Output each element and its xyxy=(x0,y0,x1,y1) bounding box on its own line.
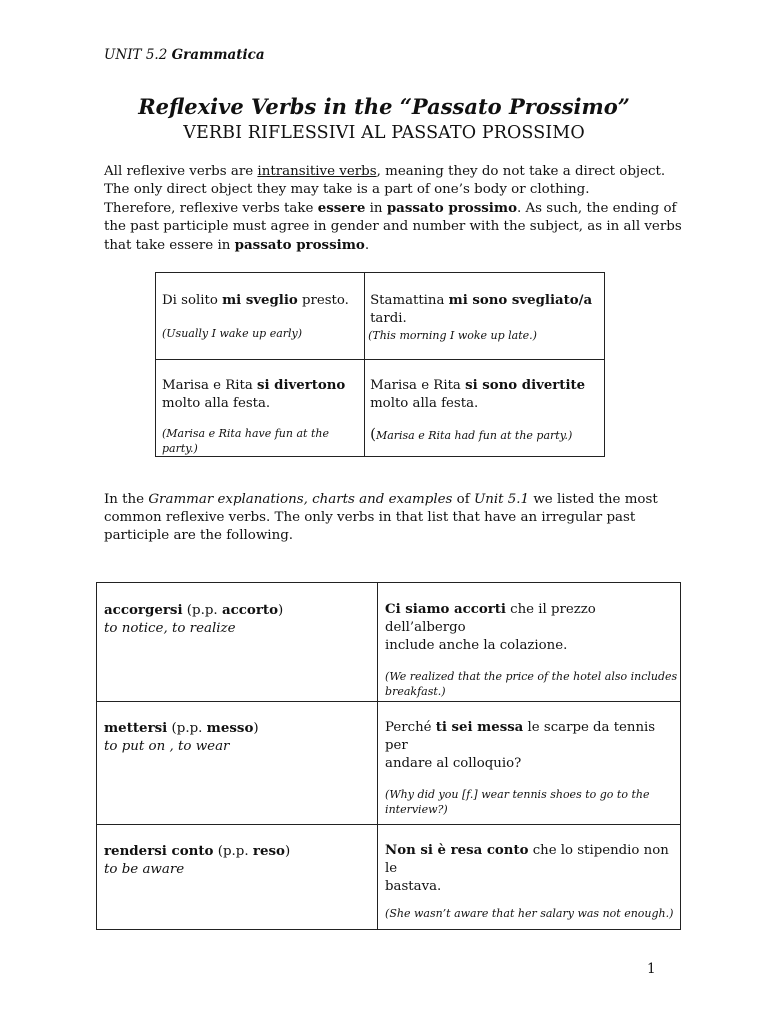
para-line-3: participle are the following. xyxy=(104,528,294,543)
example-sentence: Stamattina mi sono svegliato/a tardi. xyxy=(370,293,593,326)
table-cell xyxy=(378,583,681,702)
example-translation: (This morning I woke up late.) xyxy=(368,329,537,342)
example-translation: (Usually I wake up early) xyxy=(162,327,303,340)
table-cell xyxy=(378,825,681,930)
irregular-intro-paragraph xyxy=(104,491,664,545)
table-row xyxy=(156,360,605,457)
unit-header xyxy=(104,47,265,63)
verb-meaning: to be aware xyxy=(104,862,185,877)
table-cell xyxy=(156,360,365,457)
page-number: 1 xyxy=(647,961,656,977)
para-line-1: In the Grammar explanations, charts and examples of Unit 5.1 we listed the most xyxy=(104,492,658,507)
example-sentence: Di solito mi sveglio presto. xyxy=(162,293,349,308)
table-cell xyxy=(97,702,378,825)
table-cell xyxy=(365,360,605,457)
example-sentence: Non si è resa conto che lo stipendio non le bastava. xyxy=(385,843,669,894)
verb-meaning: to put on , to wear xyxy=(104,739,230,754)
example-sentence: Ci siamo accorti che il prezzo dell’albergo include anche la colazione. xyxy=(385,602,596,653)
page-subtitle: VERBI RIFLESSIVI AL PASSATO PROSSIMO xyxy=(183,123,585,143)
example-translation: (Marisa e Rita have fun at the party.) xyxy=(162,427,329,455)
table-cell xyxy=(365,273,605,360)
table-row xyxy=(97,825,681,930)
example-sentence: Marisa e Rita si sono divertite molto alla festa. xyxy=(370,378,586,411)
table-row xyxy=(97,583,681,702)
irregular-participles-table xyxy=(96,582,681,930)
unit-number: UNIT 5.2 xyxy=(104,47,168,63)
verb-meaning: to notice, to realize xyxy=(104,621,236,636)
intro-line-4: the past participle must agree in gender and number with the subject, as in all verbs xyxy=(104,219,682,234)
table-cell xyxy=(156,273,365,360)
table-cell xyxy=(378,702,681,825)
intro-line-1: All reflexive verbs are intransitive verbs, meaning they do not take a direct object. xyxy=(104,164,666,179)
present-vs-past-table xyxy=(155,272,605,457)
intro-paragraph xyxy=(104,163,682,255)
intro-line-5: that take essere in passato prossimo. xyxy=(104,237,370,253)
table-row xyxy=(97,702,681,825)
example-translation: (We realized that the price of the hotel also includes breakfast.) xyxy=(385,670,678,698)
intro-line-2: The only direct object they may take is a part of one’s body or clothing. xyxy=(104,182,590,197)
para-line-2: common reflexive verbs. The only verbs in that list that have an irregular past xyxy=(104,510,636,525)
table-row xyxy=(156,273,605,360)
verb-infinitive: rendersi conto (p.p. reso) xyxy=(104,843,291,859)
intransitive-verbs-term: intransitive verbs xyxy=(257,164,377,179)
page-title: Reflexive Verbs in the “Passato Prossimo” xyxy=(138,94,630,119)
verb-infinitive: mettersi (p.p. messo) xyxy=(104,720,259,736)
intro-line-3: Therefore, reflexive verbs take essere in passato prossimo. As such, the ending of xyxy=(104,200,677,216)
example-translation: (Marisa e Rita had fun at the party.) xyxy=(370,425,573,443)
example-sentence: Perché ti sei messa le scarpe da tennis per andare al colloquio? xyxy=(385,720,656,771)
example-sentence: Marisa e Rita si divertono molto alla festa. xyxy=(162,378,346,411)
example-translation: (She wasn’t aware that her salary was not enough.) xyxy=(385,907,674,920)
table-cell xyxy=(97,825,378,930)
example-translation: (Why did you [f.] wear tennis shoes to go to the interview?) xyxy=(385,788,650,816)
table-cell xyxy=(97,583,378,702)
verb-infinitive: accorgersi (p.p. accorto) xyxy=(104,602,284,618)
unit-section: Grammatica xyxy=(171,47,265,63)
